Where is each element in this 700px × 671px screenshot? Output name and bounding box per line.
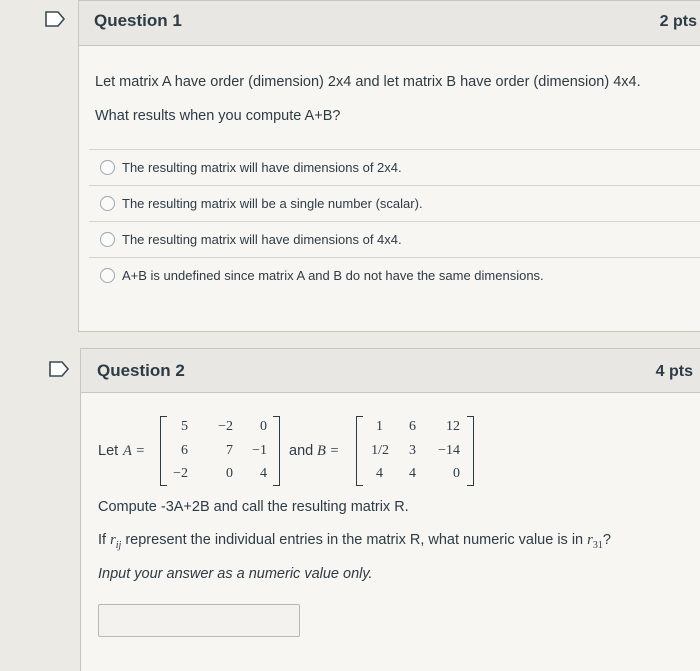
input-instruction: Input your answer as a numeric value only. [98, 566, 373, 582]
target-variable [587, 532, 603, 551]
matrix-b-cell: −14 [438, 443, 460, 458]
radio-button[interactable] [100, 232, 115, 247]
target-var: r [587, 532, 593, 548]
entries-text-mid: represent the individual entries in the matrix R, what numeric value is in [125, 532, 584, 548]
compute-instruction: Compute -3A+2B and call the resulting matrix R. [98, 499, 409, 515]
matrix-a-cell: 7 [226, 443, 233, 458]
matrix-a-label: A = [123, 443, 146, 459]
let-label: Let [98, 443, 119, 459]
answer-option-4[interactable] [89, 257, 700, 293]
matrix-a-cell: 0 [226, 466, 233, 481]
bracket-left [356, 416, 363, 486]
answer-label: The resulting matrix will be a single number (scalar). [122, 196, 423, 211]
flag-question-icon[interactable] [44, 10, 66, 28]
question-1-header [79, 1, 700, 46]
bracket-left [160, 416, 167, 486]
answer-option-1[interactable] [89, 149, 700, 185]
question-1-prompt-line1: Let matrix A have order (dimension) 2x4 and let matrix B have order (dimension) 4x4. [95, 74, 641, 90]
target-question-mark: ? [602, 532, 611, 548]
radio-button[interactable] [100, 268, 115, 283]
answer-label: The resulting matrix will have dimensions of 4x4. [122, 232, 402, 247]
entries-sub: ij [115, 539, 122, 551]
matrix-b-label: B = [317, 443, 340, 459]
matrix-a [160, 416, 280, 486]
answer-option-2[interactable] [89, 185, 700, 221]
matrix-b-cell: 1 [376, 419, 383, 434]
matrix-a-cell: 0 [260, 419, 267, 434]
answer-label: A+B is undefined since matrix A and B do not have the same dimensions. [122, 268, 544, 283]
question-1-prompt-line2: What results when you compute A+B? [95, 108, 341, 124]
target-sub: 31 [592, 539, 603, 551]
entries-var: r [110, 532, 116, 548]
and-label: and [289, 443, 314, 459]
matrix-b [356, 416, 474, 486]
entries-text-before: If [98, 532, 107, 548]
matrix-a-cell: 4 [260, 466, 267, 481]
answer-option-3[interactable] [89, 221, 700, 257]
matrix-b-cell: 0 [453, 466, 460, 481]
bracket-right [273, 416, 280, 486]
question-2-header [81, 349, 700, 393]
matrix-b-cell: 4 [376, 466, 383, 481]
matrix-b-cell: 1/2 [371, 443, 389, 458]
matrix-a-cell: 6 [181, 443, 188, 458]
question-1-card [78, 0, 700, 332]
question-1-title: Question 1 [94, 11, 182, 30]
matrix-a-cell: −2 [173, 466, 188, 481]
radio-button[interactable] [100, 196, 115, 211]
matrix-a-cell: −1 [252, 443, 267, 458]
question-1-points: 2 pts [659, 13, 697, 30]
answer-label: The resulting matrix will have dimensions of 2x4. [122, 160, 402, 175]
flag-question-icon[interactable] [48, 360, 70, 378]
radio-button[interactable] [100, 160, 115, 175]
matrix-b-cell: 3 [409, 443, 416, 458]
numeric-answer-input[interactable] [98, 604, 300, 637]
question-2-title: Question 2 [97, 361, 185, 380]
question-2-points: 4 pts [655, 363, 693, 380]
entries-question [98, 532, 611, 551]
entries-variable [110, 532, 122, 551]
matrix-b-cell: 12 [446, 419, 460, 434]
matrix-a-cell: 5 [181, 419, 188, 434]
matrix-a-cell: −2 [218, 419, 233, 434]
bracket-right [467, 416, 474, 486]
matrix-b-cell: 4 [409, 466, 416, 481]
matrix-b-cell: 6 [409, 419, 416, 434]
